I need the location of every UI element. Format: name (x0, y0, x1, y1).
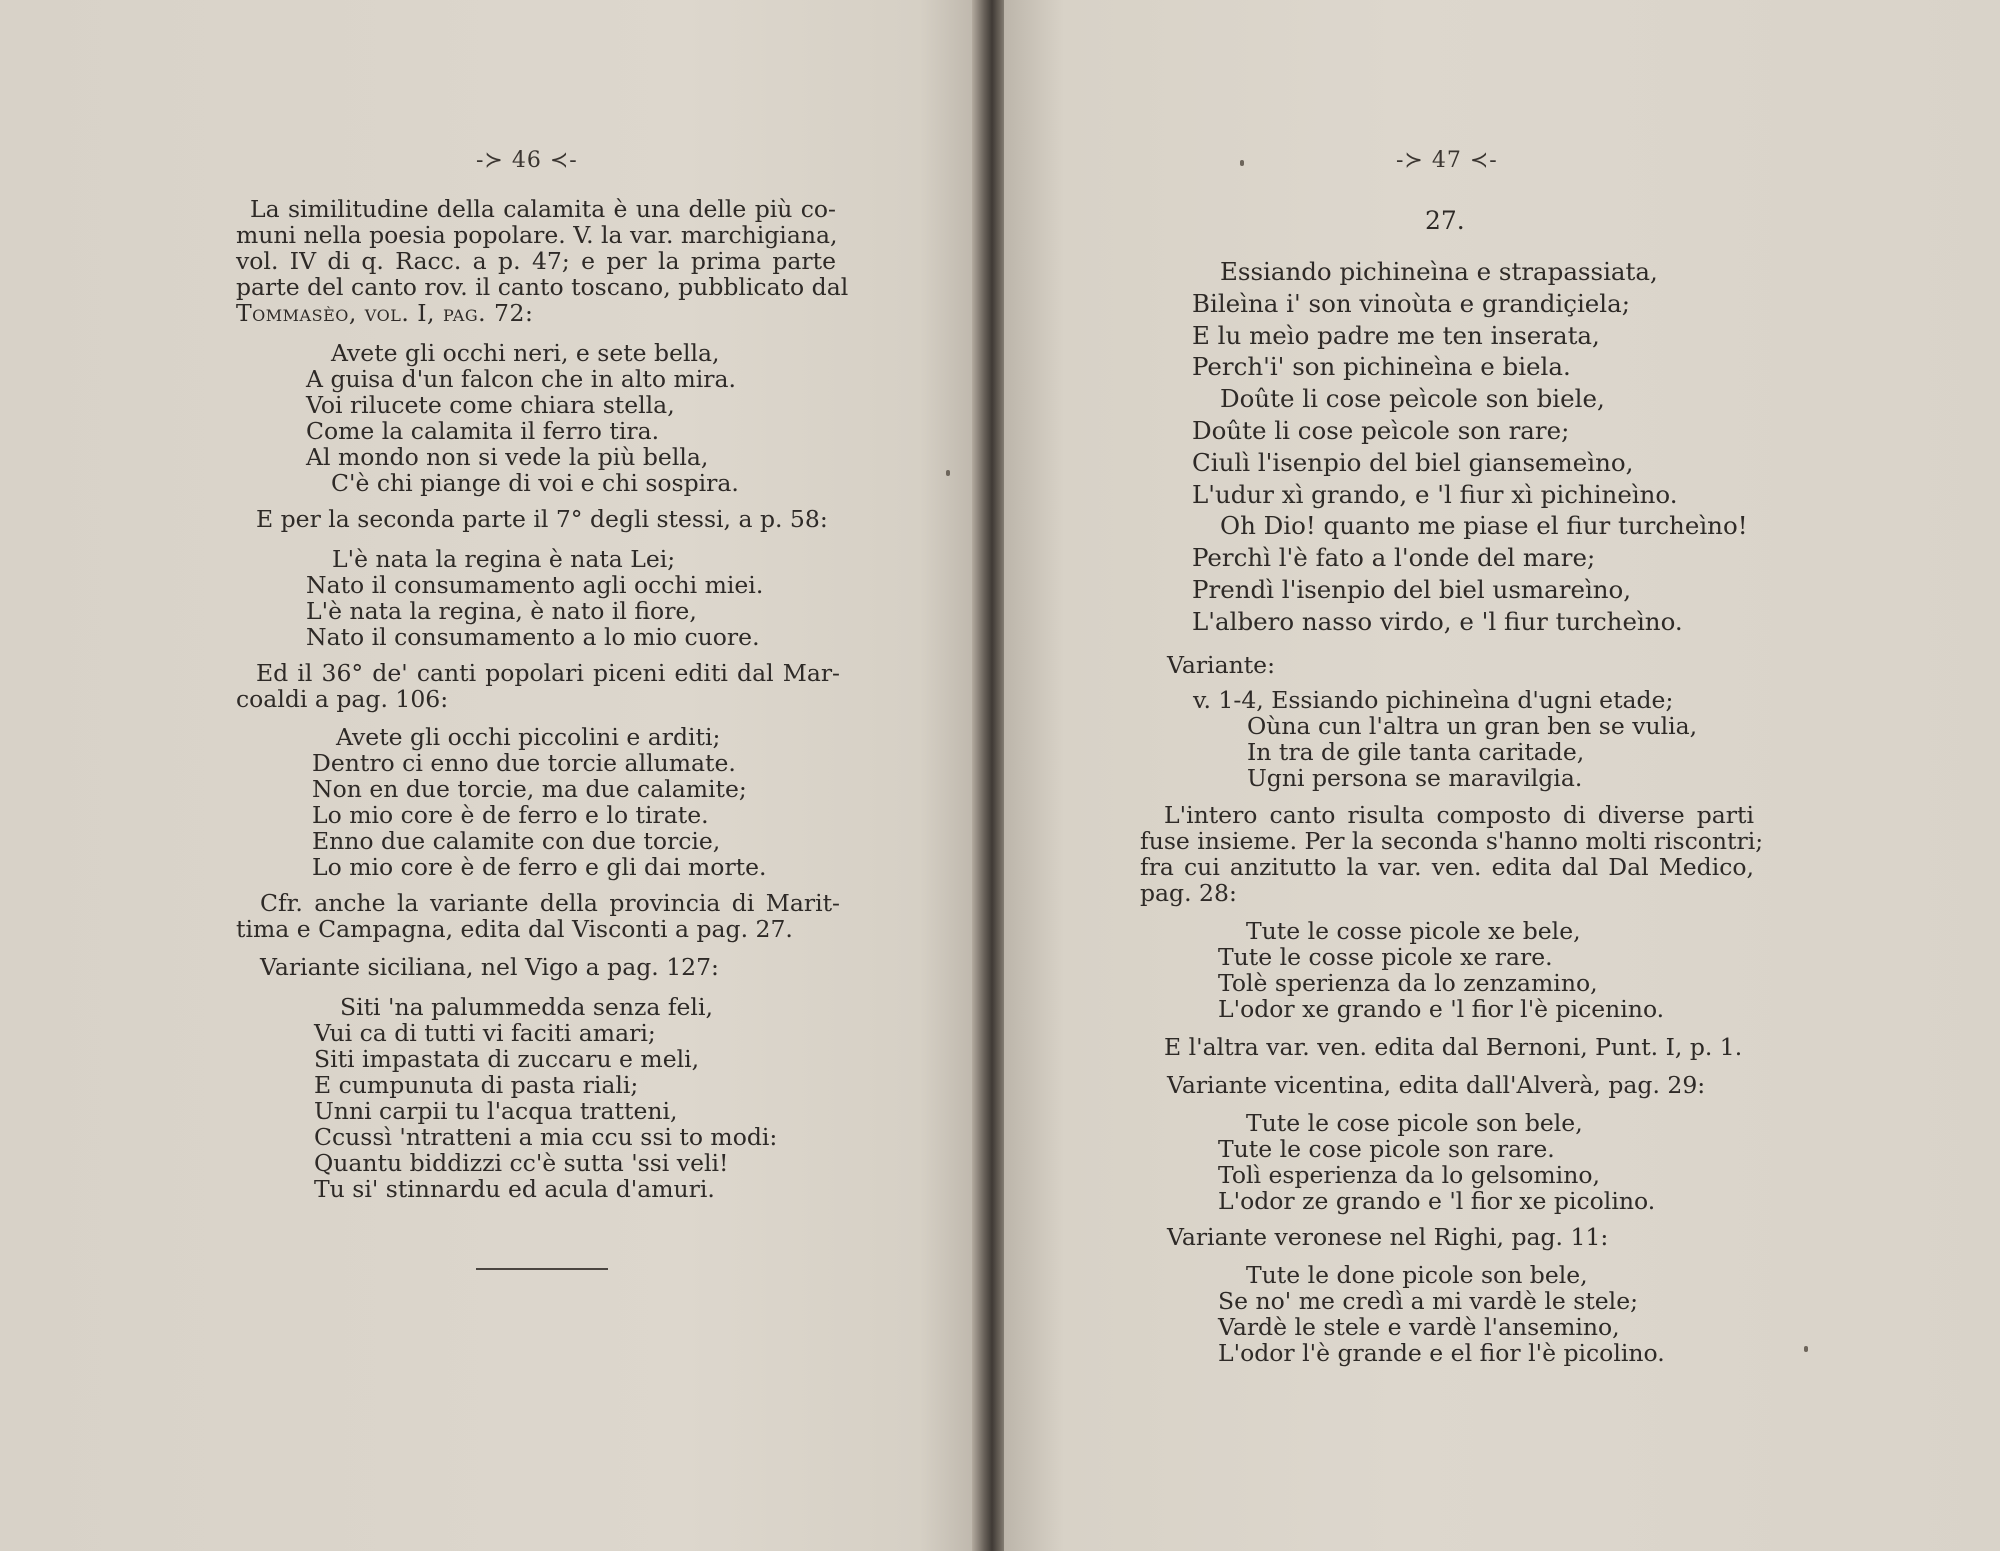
verse-line: Tolè sperienza da lo zenzamino, (1218, 969, 1598, 997)
paragraph-piceni (236, 660, 840, 712)
verse-line: Tu si' stinnardu ed acula d'amuri. (314, 1175, 715, 1203)
speck (946, 470, 950, 476)
verse-regina (306, 546, 763, 650)
verse-line: L'udur xì grando, e 'l fiur xì pichineìno. (1192, 479, 1678, 509)
verse-line: Tute le cosse picole xe bele, (1246, 917, 1581, 945)
verse-line: Ccussì 'ntratteni a mia ccu ssi to modi: (314, 1123, 778, 1151)
verse-piceni (312, 724, 767, 880)
verse-line: E cumpunuta di pasta riali; (314, 1071, 639, 1099)
verse-line: Perch'i' son pichineìna e biela. (1192, 352, 1571, 382)
verse-line: Tute le done picole son bele, (1246, 1261, 1588, 1289)
verse-main-song (1192, 256, 1748, 638)
verse-line: L'è nata la regina è nata Lei; (332, 545, 676, 573)
verse-line: Dentro ci enno due torcie allumate. (312, 749, 736, 777)
verse-toscano (306, 340, 739, 496)
text-line: Cfr. anche la variante della provincia di Marit- (260, 889, 840, 917)
paragraph-siciliana: Variante siciliana, nel Vigo a pag. 127: (260, 953, 719, 981)
paragraph-veronese: Variante veronese nel Righi, pag. 11: (1167, 1223, 1609, 1251)
paragraph-intero-canto (1140, 801, 1764, 907)
right-page (1004, 0, 2000, 1551)
verse-line: Prendì l'isenpio del biel usmareìno, (1192, 574, 1632, 604)
verse-siciliana (314, 994, 777, 1202)
verse-line: Perchì l'è fato a l'onde del mare; (1192, 543, 1596, 573)
song-number: 27. (1425, 206, 1465, 235)
paragraph-vicentina: Variante vicentina, edita dall'Alverà, pag. 29: (1167, 1071, 1706, 1099)
verse-line: L'odor xe grando e 'l fior l'è picenino. (1218, 995, 1665, 1023)
left-page (0, 0, 978, 1551)
verse-line: Lo mio core è de ferro e gli dai morte. (312, 853, 767, 881)
page-number-47: -≻ 47 ≺- (1396, 148, 1498, 173)
verse-line: Tute le cosse picole xe rare. (1218, 943, 1553, 971)
verse-line: Tolì esperienza da lo gelsomino, (1218, 1161, 1600, 1189)
text-line: La similitudine della calamita è una delle più co- (250, 195, 836, 223)
verse-line: In tra de gile tanta caritade, (1247, 738, 1585, 766)
text-line: vol. IV di q. Racc. a p. 47; e per la prima parte (236, 247, 836, 275)
verse-line: Non en due torcie, ma due calamite; (312, 775, 747, 803)
text-line: tima e Campagna, edita dal Visconti a pag. 27. (236, 915, 793, 943)
verse-line: Doûte li cose peìcole son rare; (1192, 415, 1570, 445)
verse-line: Voi rilucete come chiara stella, (306, 391, 675, 419)
text-line: parte del canto rov. il canto toscano, pubblicato dal (236, 273, 849, 301)
text-line: coaldi a pag. 106: (236, 685, 449, 713)
verse-line: A guisa d'un falcon che in alto mira. (306, 365, 736, 393)
speck (1240, 160, 1244, 166)
verse-line: Tute le cose picole son bele, (1246, 1109, 1583, 1137)
verse-line: Doûte li cose peìcole son biele, (1220, 384, 1605, 414)
text-line: muni nella poesia popolare. V. la var. marchigiana, (236, 221, 838, 249)
verse-line: Oùna cun l'altra un gran ben se vulia, (1247, 712, 1698, 740)
verse-veronese (1218, 1262, 1665, 1366)
verse-line: Oh Dio! quanto me piase el fiur turcheìno! (1220, 511, 1748, 541)
end-rule (476, 1268, 608, 1270)
verse-line: L'è nata la regina, è nato il fiore, (306, 597, 697, 625)
verse-dal-medico (1218, 918, 1664, 1022)
page-number-46: -≻ 46 ≺- (476, 148, 578, 173)
verse-line: Ciulì l'isenpio del biel giansemeìno, (1192, 447, 1634, 477)
verse-line: Bileìna i' son vinoùta e grandiçiela; (1192, 288, 1630, 318)
verse-line: L'odor ze grando e 'l fior xe picolino. (1218, 1187, 1656, 1215)
text-line: Ed il 36° de' canti popolari piceni editi dal Mar- (256, 659, 840, 687)
verse-line: E lu meìo padre me ten inserata, (1192, 320, 1600, 350)
text-line: L'intero canto risulta composto di diverse parti (1164, 801, 1754, 829)
verse-line: Siti impastata di zuccaru e meli, (314, 1045, 700, 1073)
verse-vicentina (1218, 1110, 1655, 1214)
verse-line: Nato il consumamento a lo mio cuore. (306, 623, 760, 651)
verse-line: v. 1-4, Essiando pichineìna d'ugni etade; (1193, 686, 1674, 714)
verse-line: Unni carpii tu l'acqua tratteni, (314, 1097, 678, 1125)
verse-line: Ugni persona se maravilgia. (1247, 764, 1583, 792)
paragraph-bernoni: E l'altra var. ven. edita dal Bernoni, Punt. I, p. 1. (1164, 1033, 1743, 1061)
verse-line: Nato il consumamento agli occhi miei. (306, 571, 764, 599)
speck (1804, 1346, 1808, 1352)
verse-line: L'odor l'è grande e el fior l'è picolino. (1218, 1339, 1665, 1367)
verse-line: C'è chi piange di voi e chi sospira. (331, 469, 739, 497)
verse-line: Vardè le stele e vardè l'ansemino, (1218, 1313, 1620, 1341)
verse-line: Avete gli occhi piccolini e arditi; (336, 723, 721, 751)
verse-line: L'albero nasso virdo, e 'l fiur turcheìno. (1192, 606, 1683, 636)
variante-verse (1193, 687, 1697, 791)
verse-line: Se no' me credì a mi vardè le stele; (1218, 1287, 1639, 1315)
verse-line: Come la calamita il ferro tira. (306, 417, 660, 445)
verse-line: Enno due calamite con due torcie, (312, 827, 721, 855)
paragraph-calamita (236, 195, 849, 327)
paragraph-seconda-parte: E per la seconda parte il 7° degli stessi, a p. 58: (256, 505, 828, 533)
paragraph-visconti (236, 890, 840, 942)
text-line: Tommasèo, vol. I, pag. 72: (236, 299, 534, 327)
text-line: pag. 28: (1140, 879, 1237, 907)
verse-line: Vui ca di tutti vi faciti amari; (314, 1019, 656, 1047)
verse-line: Al mondo non si vede la più bella, (306, 443, 709, 471)
verse-line: Siti 'na palummedda senza feli, (340, 993, 713, 1021)
verse-line: Lo mio core è de ferro e lo tirate. (312, 801, 709, 829)
verse-line: Avete gli occhi neri, e sete bella, (331, 339, 720, 367)
text-line: fra cui anzitutto la var. ven. edita dal Dal Medico, (1140, 853, 1754, 881)
variante-label: Variante: (1167, 651, 1275, 679)
verse-line: Tute le cose picole son rare. (1218, 1135, 1555, 1163)
verse-line: Essiando pichineìna e strapassiata, (1220, 257, 1658, 286)
text-line: fuse insieme. Per la seconda s'hanno molti riscontri; (1140, 827, 1764, 855)
verse-line: Quantu biddizzi cc'è sutta 'ssi veli! (314, 1149, 729, 1177)
